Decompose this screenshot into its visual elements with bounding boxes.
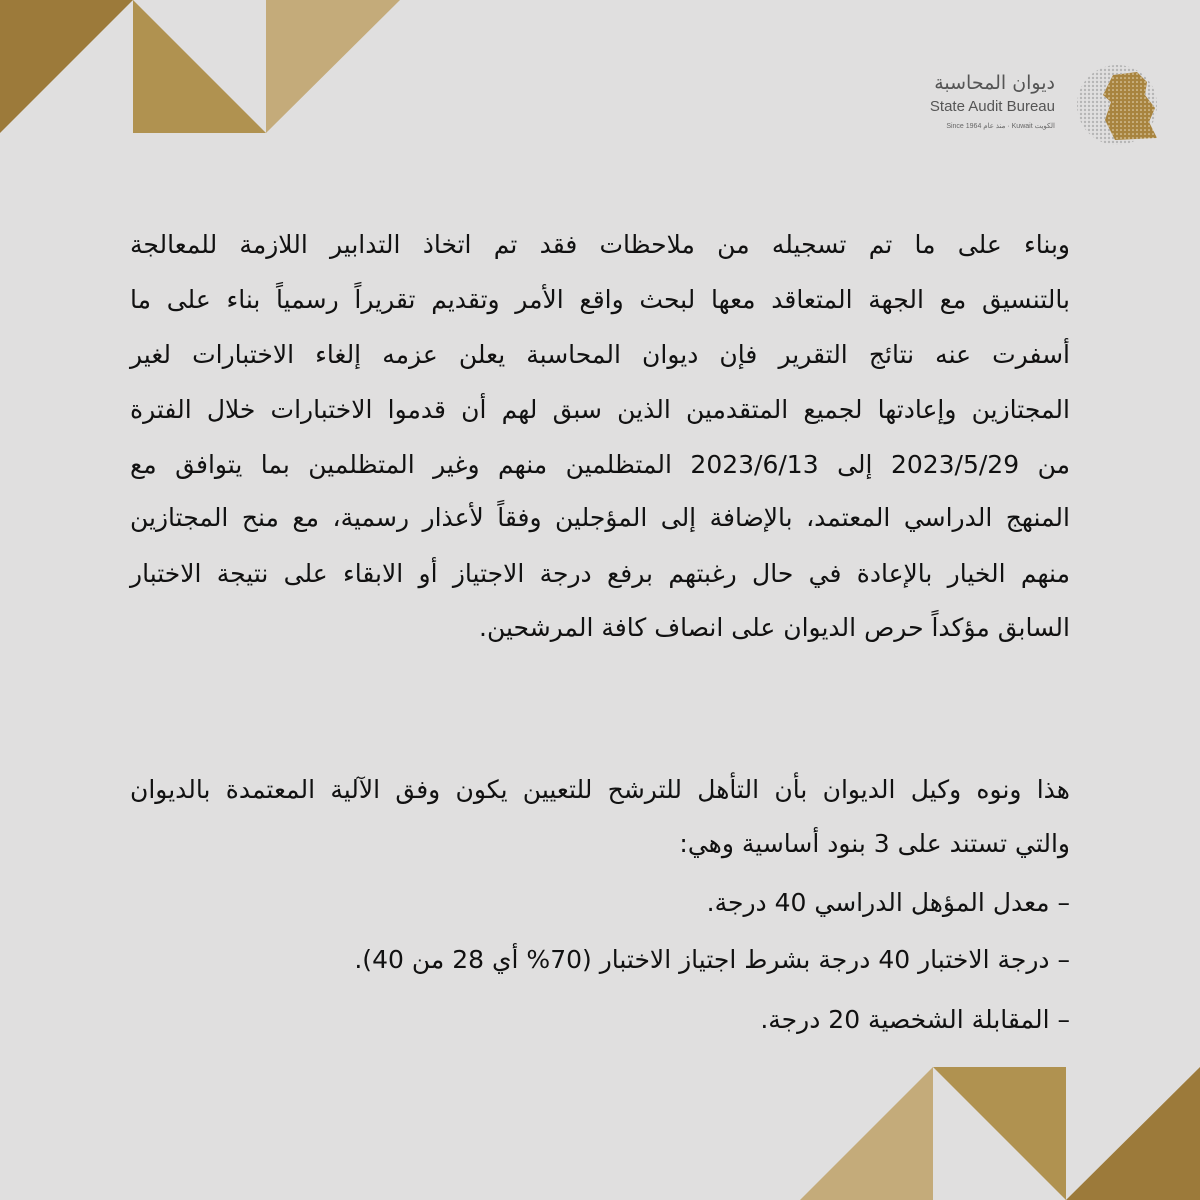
text-line: المنهج الدراسي المعتمد، بالإضافة إلى المؤجلين وفقاً لأعذار رسمية، مع منح المجتازين <box>130 503 1070 532</box>
text-line: والتي تستند على 3 بنود أساسية وهي: <box>679 829 1070 858</box>
criteria-item: – المقابلة الشخصية 20 درجة. <box>760 1005 1070 1034</box>
triangle-top-mid <box>133 0 266 133</box>
text-line: هذا ونوه وكيل الديوان بأن التأهل للترشح للتعيين يكون وفق الآلية المعتمدة بالديوان <box>130 775 1070 804</box>
text-line: وبناء على ما تم تسجيله من ملاحظات فقد تم اتخاذ التدابير اللازمة للمعالجة <box>130 230 1070 259</box>
text-line: من 2023/5/29 إلى 2023/6/13 المتظلمين منهم وغير المتظلمين بما يتوافق مع <box>130 450 1071 479</box>
text-line: المجتازين وإعادتها لجميع المتقدمين الذين سبق لهم أن قدموا الاختبارات خلال الفترة <box>130 395 1070 424</box>
logo-name-english: State Audit Bureau <box>929 98 1055 115</box>
text-line: السابق مؤكداً حرص الديوان على انصاف كافة المرشحين. <box>479 613 1070 642</box>
triangle-bottom-light <box>800 1067 933 1200</box>
triangle-bottom-mid <box>933 1067 1066 1200</box>
text-line: منهم الخيار بالإعادة في حال رغبتهم برفع درجة الاجتياز أو الابقاء على نتيجة الاختبار <box>130 559 1070 588</box>
text-line: أسفرت عنه نتائج التقرير فإن ديوان المحاسبة يعلن عزمه إلغاء الاختبارات لغير <box>130 340 1070 369</box>
triangle-top-light <box>266 0 400 133</box>
triangle-top-dark <box>0 0 133 133</box>
criteria-item: – معدل المؤهل الدراسي 40 درجة. <box>706 888 1070 917</box>
logo-tagline: Since 1964 منذ عام · Kuwait الكويت <box>946 123 1055 130</box>
globe-map-icon <box>1075 60 1165 150</box>
state-audit-bureau-logo <box>915 60 1165 150</box>
criteria-item: – درجة الاختبار 40 درجة بشرط اجتياز الاختبار (70% أي 28 من 40). <box>354 945 1070 974</box>
logo-name-arabic: ديوان المحاسبة <box>934 72 1055 94</box>
triangle-bottom-dark <box>1066 1067 1200 1200</box>
text-line: بالتنسيق مع الجهة المتعاقد معها لبحث واقع الأمر وتقديم تقريراً رسمياً بناء على ما <box>130 285 1070 314</box>
